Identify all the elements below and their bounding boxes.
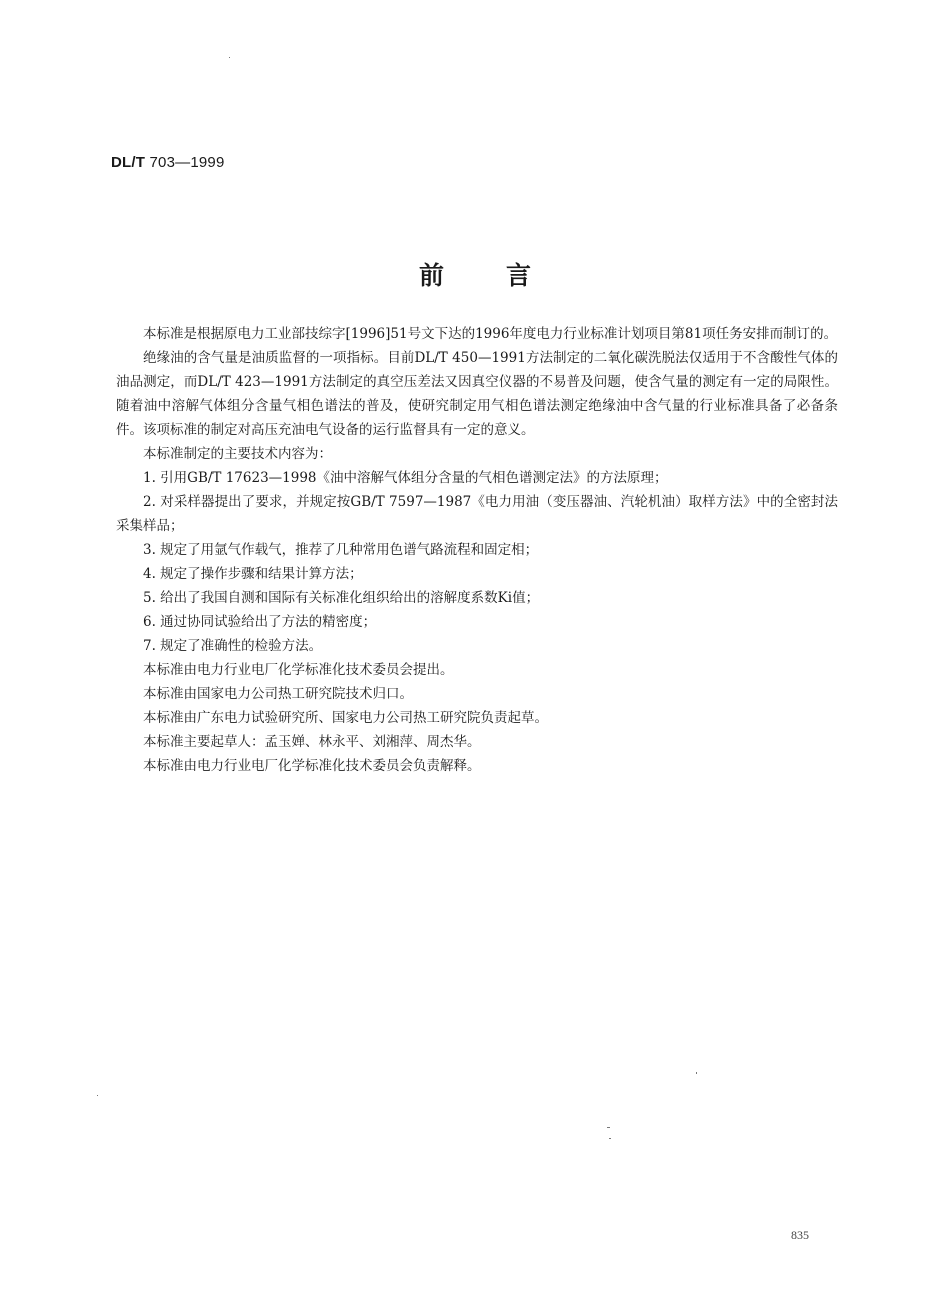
paragraph-contents-intro: 本标准制定的主要技术内容为： (143, 446, 332, 462)
list-item: 5. 给出了我国自测和国际有关标准化组织给出的溶解度系数Ki值； (143, 590, 540, 606)
list-item: 3. 规定了用氩气作载气，推荐了几种常用色谱气路流程和固定相； (143, 542, 539, 558)
scan-speck (97, 1095, 98, 1096)
paragraph-proposer: 本标准由电力行业电厂化学标准化技术委员会提出。 (143, 662, 454, 678)
document-code-number: 703—1999 (149, 154, 225, 171)
scan-speck (609, 1138, 611, 1139)
scan-speck (696, 1072, 697, 1074)
page-number: 835 (791, 1228, 809, 1242)
paragraph-drafting-units: 本标准由广东电力试验研究所、国家电力公司热工研究院负责起草。 (143, 710, 548, 726)
list-item: 4. 规定了操作步骤和结果计算方法； (143, 566, 363, 582)
paragraph-background: 绝缘油的含气量是油质监督的一项指标。目前DL/T 450—1991方法制定的二氧化碳洗脱法仅适用于不含酸性气体的油品测定，而DL/T 423—1991方法制定的真空压差法又因真空仪器的不易普及问题，使含气量的测定有一定的局限性。随着油中溶解气体组分含量气相色谱法的普及，使研究制定用气相色谱法测定绝缘油中含气量的行业标准具备了必备条件。该项标准的制定对高压充油电气设备的运行监督具有一定的意义。 (116, 350, 838, 438)
scan-speck (607, 1127, 610, 1128)
foreword-body (116, 322, 838, 778)
page-title-char-2: 言 (506, 261, 532, 290)
scan-speck (229, 57, 230, 58)
paragraph-interpretation: 本标准由电力行业电厂化学标准化技术委员会负责解释。 (143, 758, 481, 774)
document-code-prefix: DL/T (111, 154, 146, 171)
paragraph-source: 本标准是根据原电力工业部技综字[1996]51号文下达的1996年度电力行业标准计划项目第81项任务安排而制订的。 (143, 326, 838, 342)
list-item: 2. 对采样器提出了要求，并规定按GB/T 7597—1987《电力用油（变压器油、汽轮机油）取样方法》中的全密封法采集样品； (116, 494, 838, 534)
page-title-char-1: 前 (418, 261, 444, 290)
document-code (111, 154, 225, 171)
list-item: 6. 通过协同试验给出了方法的精密度； (143, 614, 377, 630)
list-item: 7. 规定了准确性的检验方法。 (143, 638, 323, 654)
paragraph-drafters: 本标准主要起草人：孟玉婵、林永平、刘湘萍、周杰华。 (143, 734, 481, 750)
paragraph-administrator: 本标准由国家电力公司热工研究院技术归口。 (143, 686, 413, 702)
list-item: 1. 引用GB/T 17623—1998《油中溶解气体组分含量的气相色谱测定法》的方法原理； (143, 470, 668, 486)
page-title (0, 256, 950, 292)
